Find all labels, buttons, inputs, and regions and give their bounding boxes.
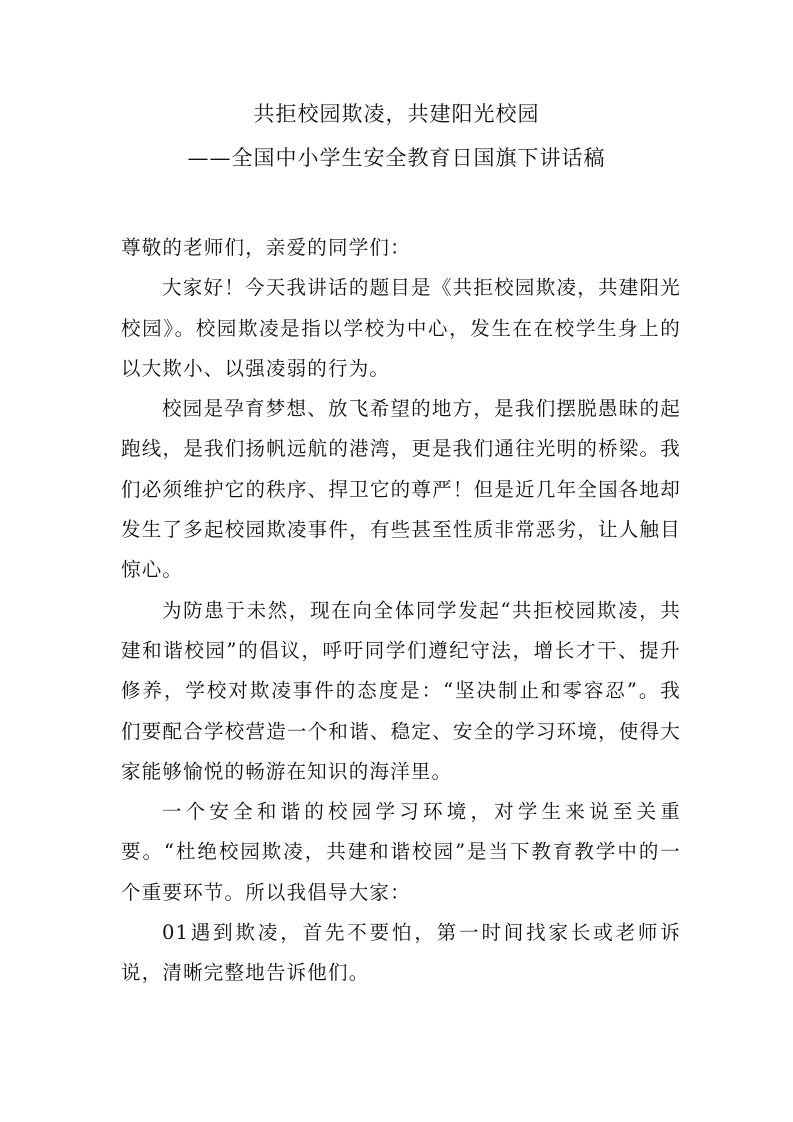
- paragraph: 为防患于未然，现在向全体同学发起“共拒校园欺凌，共建和谐校园”的倡议，呼吁同学们遵纪守法，增长才干、提升修养，学校对欺凌事件的态度是：“坚决制止和零容忍”。我们要配合学校营造一个和谐、稳定、安全的学习环境，使得大家能够愉悦的畅游在知识的海洋里。: [121, 598, 681, 783]
- salutation: 尊敬的老师们，亲爱的同学们：: [121, 236, 411, 259]
- paragraph: 一个安全和谐的校园学习环境，对学生来说至关重要。“杜绝校园欺凌，共建和谐校园”是当下教育教学中的一个重要环节。所以我倡导大家：: [121, 800, 681, 904]
- paragraph: 01遇到欺凌，首先不要怕，第一时间找家长或老师诉说，清晰完整地告诉他们。: [121, 921, 681, 985]
- document-subtitle: ——全国中小学生安全教育日国旗下讲话稿: [187, 146, 606, 170]
- document-title: 共拒校园欺凌，共建阳光校园: [253, 102, 540, 126]
- document-body: [121, 228, 681, 994]
- paragraph: 校园是孕育梦想、放飞希望的地方，是我们摆脱愚昧的起跑线，是我们扬帆远航的港湾，更是我们通往光明的桥梁。我们必须维护它的秩序、捍卫它的尊严！但是近几年全国各地却发生了多起校园欺凌事件，有些甚至性质非常恶劣，让人触目惊心。: [121, 397, 681, 582]
- paragraph: 大家好！今天我讲话的题目是《共拒校园欺凌，共建阳光校园》。校园欺凌是指以学校为中心，发生在在校学生身上的以大欺小、以强凌弱的行为。: [121, 276, 681, 380]
